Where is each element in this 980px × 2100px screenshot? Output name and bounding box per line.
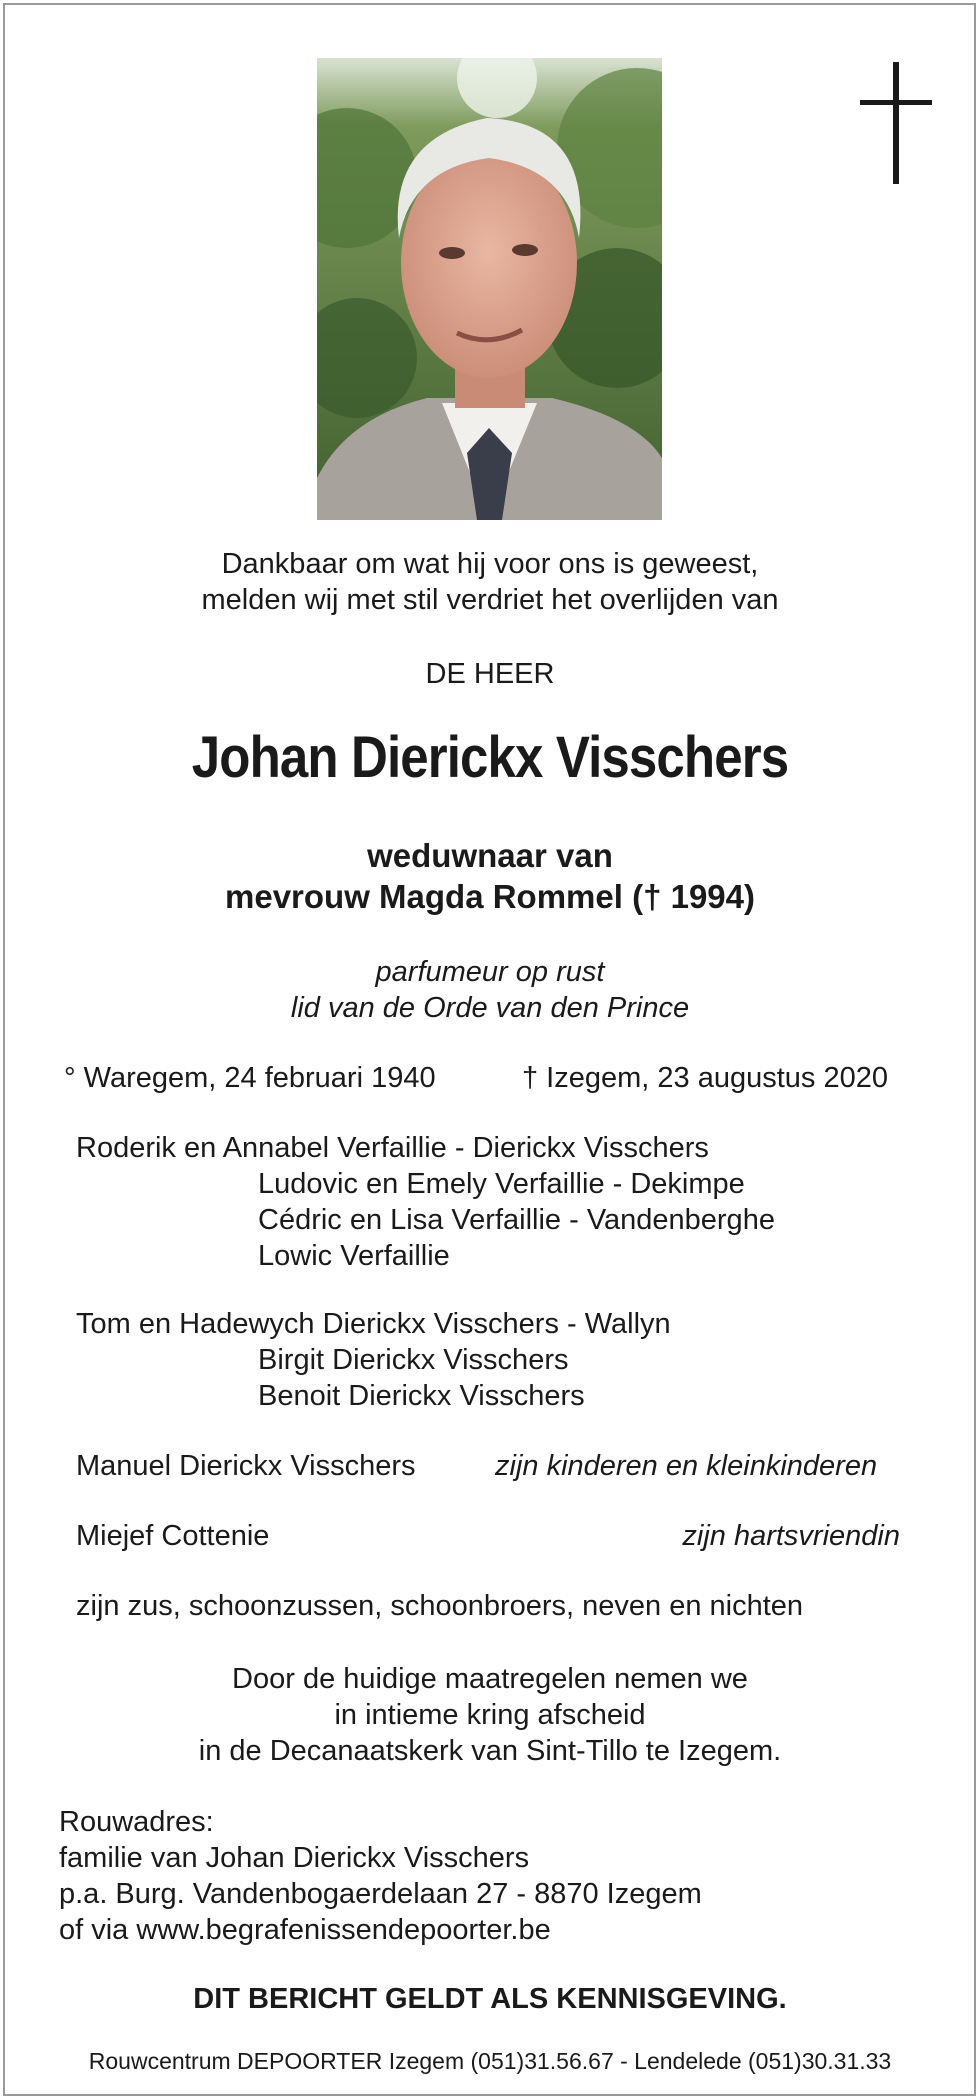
role-line: parfumeur op rust [375, 956, 605, 988]
family-line: Cédric en Lisa Verfaillie - Vandenberghe [258, 1204, 775, 1236]
family-line: Roderik en Annabel Verfaillie - Dierickx Visschers [76, 1132, 709, 1164]
deceased-name-text: Johan Dierickx Visschers [191, 725, 789, 790]
relatives-text: zijn zus, schoonzussen, schoonbroers, neven en nichten [76, 1590, 804, 1622]
family-line: Birgit Dierickx Visschers [258, 1344, 569, 1376]
intro-text [0, 548, 980, 620]
honorific: DE HEER [425, 658, 555, 690]
family-group-1 [76, 1132, 775, 1276]
intro-line: Dankbaar om wat hij voor ons is geweest, [221, 548, 759, 580]
deceased-name [0, 724, 980, 791]
address-line: familie van Johan Dierickx Visschers [59, 1842, 530, 1874]
family-manuel: Manuel Dierickx Visschers [76, 1450, 416, 1482]
family-line: Benoit Dierickx Visschers [258, 1380, 585, 1412]
notice-text: DIT BERICHT GELDT ALS KENNISGEVING. [193, 1983, 787, 2015]
birth-date: ° Waregem, 24 februari 1940 [64, 1062, 436, 1094]
death-date: † Izegem, 23 augustus 2020 [522, 1062, 888, 1094]
ceremony-line: Door de huidige maatregelen nemen we [232, 1663, 748, 1695]
family-group-2 [76, 1308, 671, 1416]
role-line: lid van de Orde van den Prince [290, 992, 690, 1024]
address-line: p.a. Burg. Vandenbogaerdelaan 27 - 8870 Izegem [59, 1878, 702, 1910]
footer-text: Rouwcentrum DEPOORTER Izegem (051)31.56.67 - Lendelede (051)30.31.33 [88, 2048, 892, 2074]
address-line: Rouwadres: [59, 1806, 214, 1838]
family-line: Lowic Verfaillie [258, 1240, 450, 1272]
widower-text [0, 837, 980, 919]
roles-text [0, 956, 980, 1028]
family-miejef: Miejef Cottenie [76, 1520, 270, 1552]
widower-line: weduwnaar van [367, 837, 613, 874]
intro-line: melden wij met stil verdriet het overlijden van [201, 584, 779, 616]
widower-line: mevrouw Magda Rommel († 1994) [225, 878, 755, 915]
ceremony-line: in de Decanaatskerk van Sint-Tillo te Izegem. [198, 1735, 782, 1767]
ceremony-line: in intieme kring afscheid [334, 1699, 646, 1731]
family-line: Tom en Hadewych Dierickx Visschers - Wallyn [76, 1308, 671, 1340]
address-line: of via www.begrafenissendepoorter.be [59, 1914, 551, 1946]
portrait-photo [317, 58, 662, 520]
mourning-address [59, 1806, 702, 1950]
children-label: zijn kinderen en kleinkinderen [495, 1450, 878, 1482]
ceremony-text [0, 1663, 980, 1771]
family-line: Ludovic en Emely Verfaillie - Dekimpe [258, 1168, 745, 1200]
friend-label: zijn hartsvriendin [682, 1520, 900, 1552]
